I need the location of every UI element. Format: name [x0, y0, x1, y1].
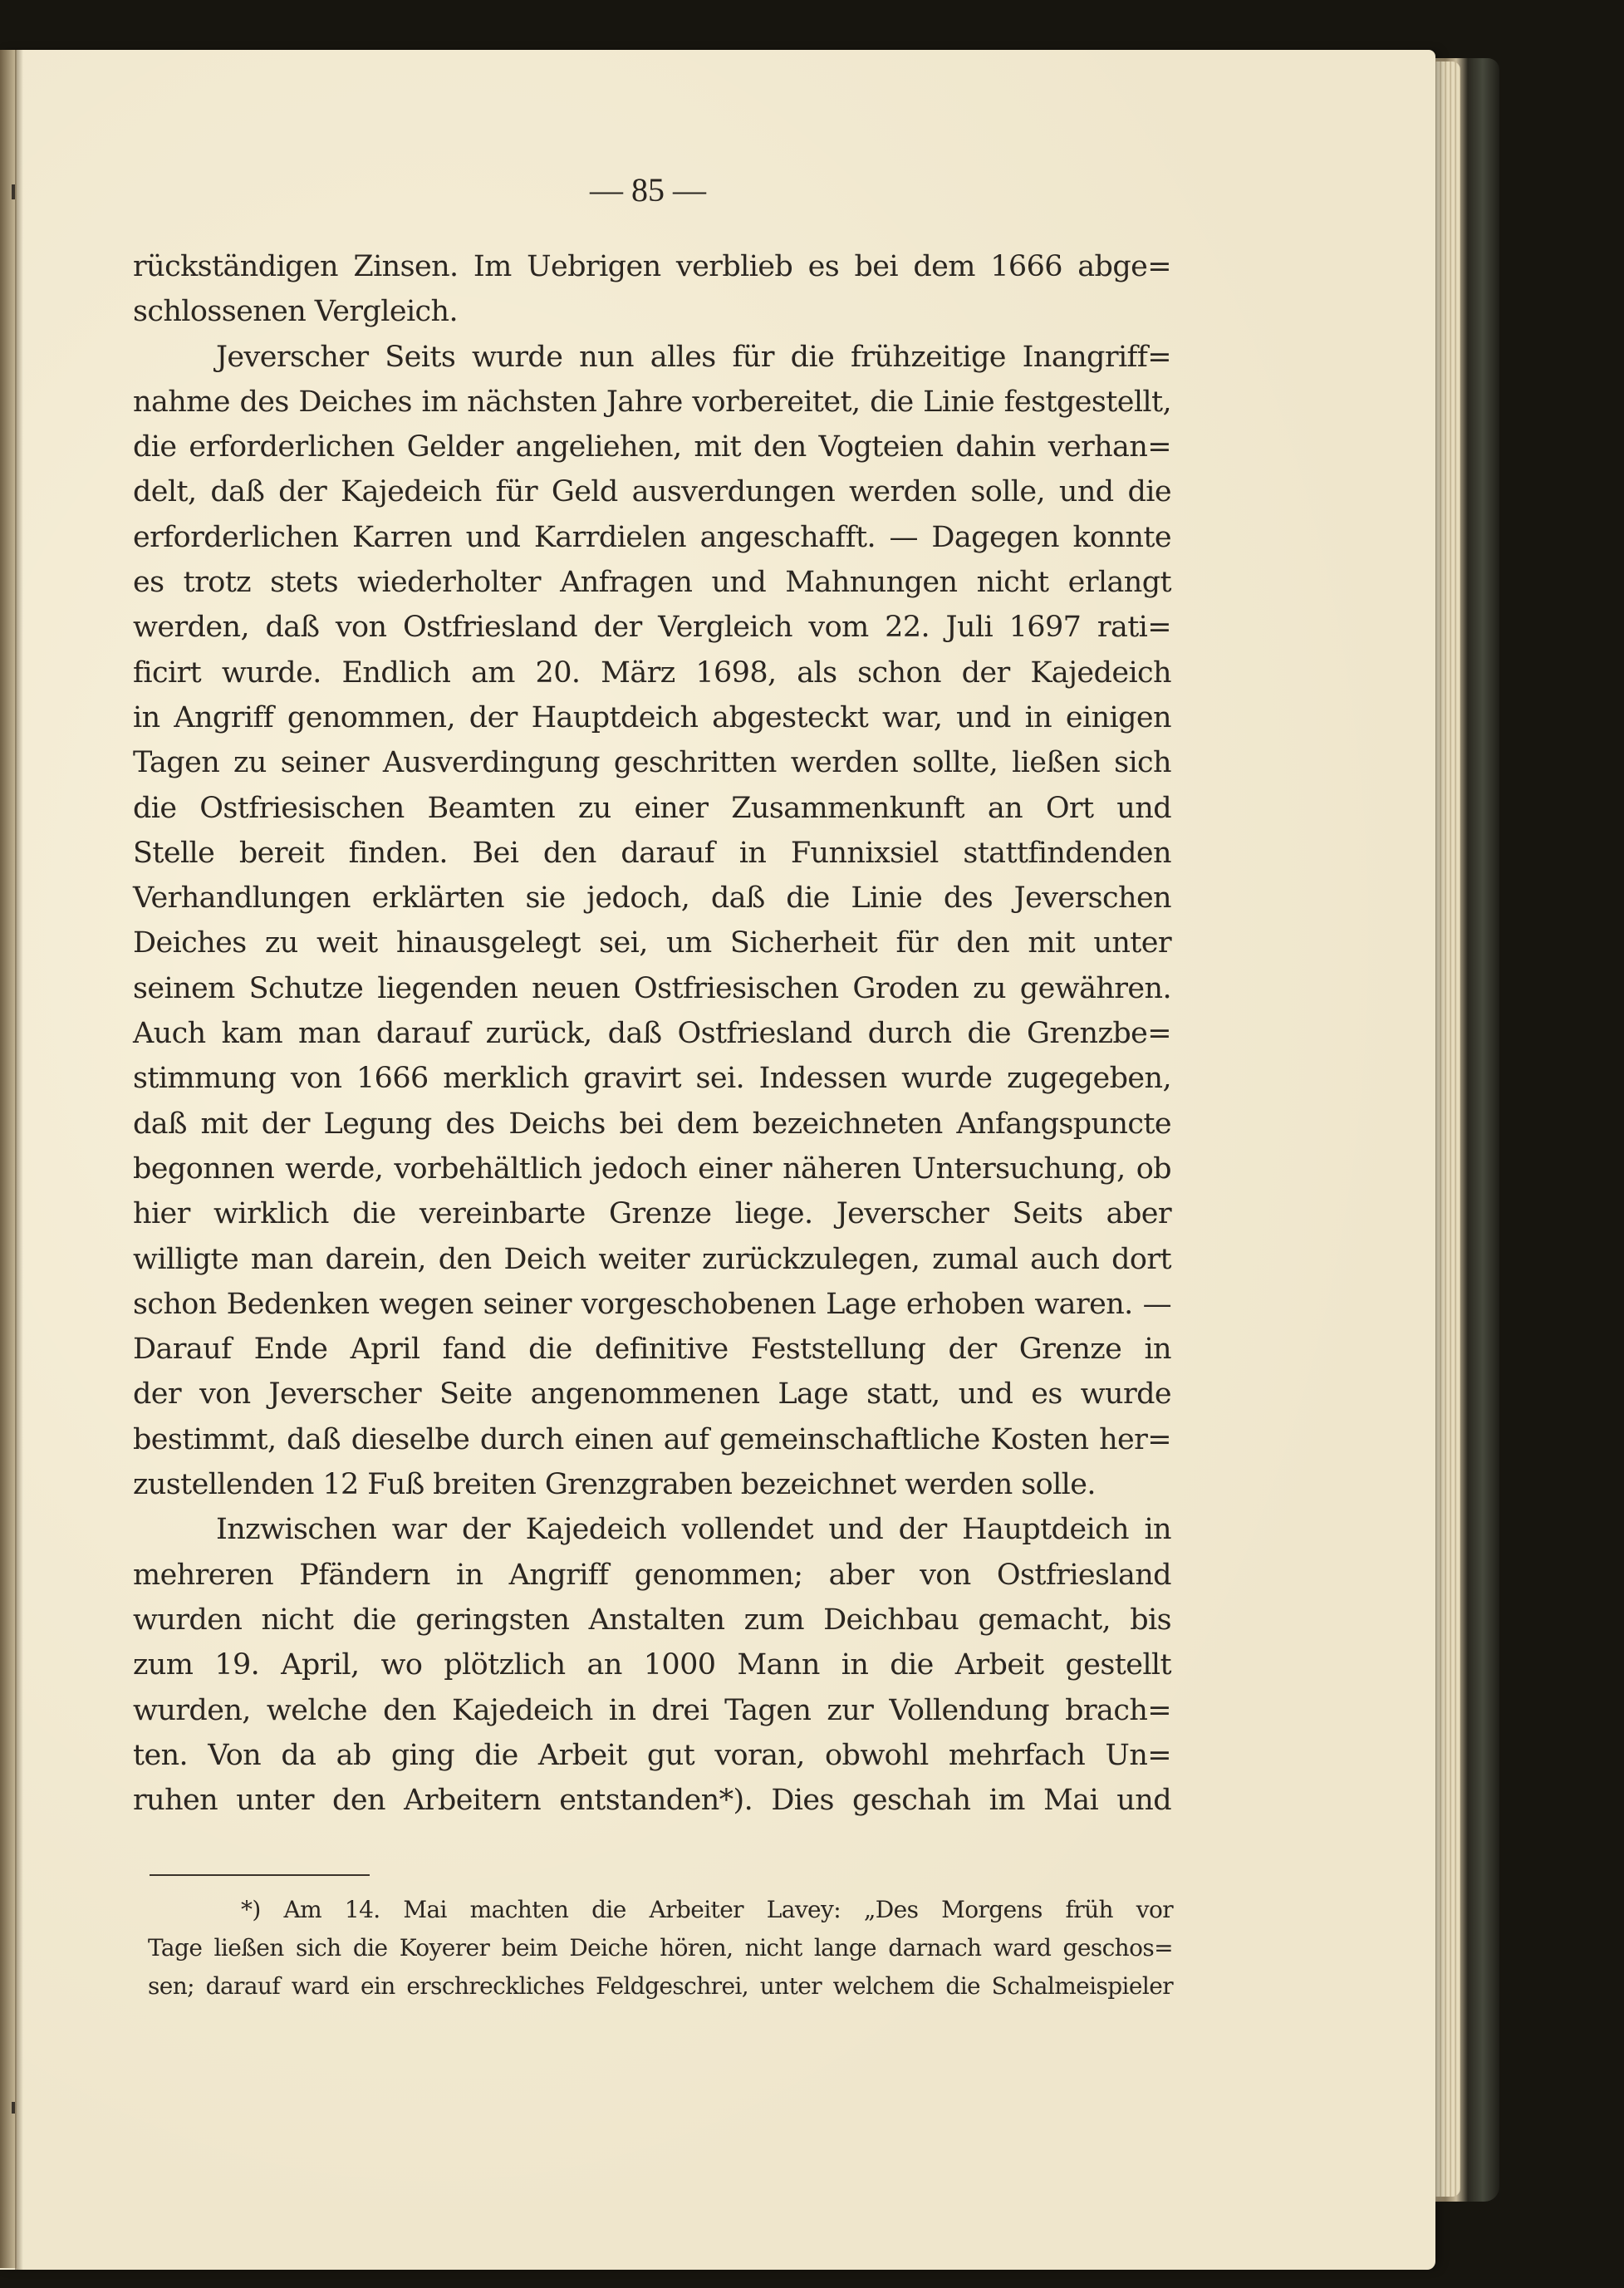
text-line: in Angriff genommen, der Hauptdeich abgesteckt war, und in einigen [133, 700, 1171, 734]
text-line: daß mit der Legung des Deichs bei dem bezeichneten Anfangspuncte [133, 1107, 1171, 1141]
text-line: begonnen werde, vorbehältlich jedoch einer näheren Untersuchung, ob [133, 1151, 1171, 1186]
left-page-edge [0, 50, 17, 2268]
text-line: Stelle bereit finden. Bei den darauf in Funnixsiel stattfindenden [133, 836, 1171, 870]
text-line: bestimmt, daß dieselbe durch einen auf gemeinschaftliche Kosten her= [133, 1422, 1171, 1456]
text-line: ruhen unter den Arbeitern entstanden*). Dies geschah im Mai und [133, 1784, 1171, 1818]
page-number: — 85 — [590, 171, 706, 209]
text-line: ficirt wurde. Endlich am 20. März 1698, als schon der Kajedeich [133, 655, 1171, 690]
text-line: wurden nicht die geringsten Anstalten zum Deichbau gemacht, bis [133, 1603, 1171, 1637]
text-line: Inzwischen war der Kajedeich vollendet und der Hauptdeich in [216, 1513, 1171, 1547]
text-line: es trotz stets wiederholter Anfragen und Mahnungen nicht erlangt [133, 566, 1171, 600]
footnote [148, 1891, 1173, 2006]
text-line: hier wirklich die vereinbarte Grenze liege. Jeverscher Seits aber [133, 1197, 1171, 1231]
text-line: mehreren Pfändern in Angriff genommen; aber von Ostfriesland [133, 1558, 1171, 1592]
text-line: willigte man darein, den Deich weiter zurückzulegen, zumal auch dort [133, 1242, 1171, 1276]
text-line: stimmung von 1666 merklich gravirt sei. Indessen wurde zugegeben, [133, 1062, 1171, 1096]
text-line: rückständigen Zinsen. Im Uebrigen verblieb es bei dem 1666 abge= [133, 250, 1171, 283]
text-line: schlossenen Vergleich. [133, 295, 459, 329]
edge-mark [12, 2102, 15, 2114]
footnote-divider [150, 1874, 370, 1876]
text-line: seinem Schutze liegenden neuen Ostfriesischen Groden zu gewähren. [133, 971, 1171, 1005]
body-text [133, 244, 1171, 1823]
text-line: Verhandlungen erklärten sie jedoch, daß die Linie des Jeverschen [133, 881, 1171, 916]
text-line: Tagen zu seiner Ausverdingung geschritten werden sollte, ließen sich [133, 746, 1171, 780]
text-line: Auch kam man darauf zurück, daß Ostfriesland durch die Grenzbe= [133, 1017, 1171, 1051]
footnote-line: Tage ließen sich die Koyerer beim Deiche hören, nicht lange darnach ward geschos= [148, 1934, 1173, 1961]
text-line: schon Bedenken wegen seiner vorgeschobenen Lage erhoben waren. — [133, 1287, 1171, 1321]
text-line: ten. Von da ab ging die Arbeit gut voran, obwohl mehrfach Un= [133, 1738, 1171, 1772]
text-line: erforderlichen Karren und Karrdielen angeschafft. — Dagegen konnte [133, 520, 1171, 554]
text-line: zustellenden 12 Fuß breiten Grenzgraben bezeichnet werden solle. [133, 1468, 1096, 1502]
footnote-line: *) Am 14. Mai machten die Arbeiter Lavey: „Des Morgens früh vor [241, 1896, 1173, 1923]
edge-mark [12, 184, 15, 199]
text-line: die Ostfriesischen Beamten zu einer Zusammenkunft an Ort und [133, 791, 1171, 825]
text-line: wurden, welche den Kajedeich in drei Tagen zur Vollendung brach= [133, 1693, 1171, 1727]
text-line: Darauf Ende April fand die definitive Feststellung der Grenze in [133, 1333, 1171, 1367]
text-line: werden, daß von Ostfriesland der Vergleich vom 22. Juli 1697 rati= [133, 611, 1171, 645]
text-line: Deiches zu weit hinausgelegt sei, um Sicherheit für den mit unter [133, 926, 1171, 960]
text-line: die erforderlichen Gelder angeliehen, mit den Vogteien dahin verhan= [133, 430, 1171, 464]
text-line: delt, daß der Kajedeich für Geld ausverdungen werden solle, und die [133, 475, 1171, 509]
text-line: Jeverscher Seits wurde nun alles für die frühzeitige Inangriff= [216, 340, 1171, 374]
text-line: zum 19. April, wo plötzlich an 1000 Mann in die Arbeit gestellt [133, 1648, 1171, 1682]
page-crease-shadow [15, 50, 23, 2270]
text-line: der von Jeverscher Seite angenommenen Lage statt, und es wurde [133, 1377, 1171, 1412]
footnote-line: sen; darauf ward ein erschreckliches Feldgeschrei, unter welchem die Schalmeispieler [148, 1972, 1173, 2000]
text-line: nahme des Deiches im nächsten Jahre vorbereitet, die Linie festgestellt, [133, 385, 1171, 419]
